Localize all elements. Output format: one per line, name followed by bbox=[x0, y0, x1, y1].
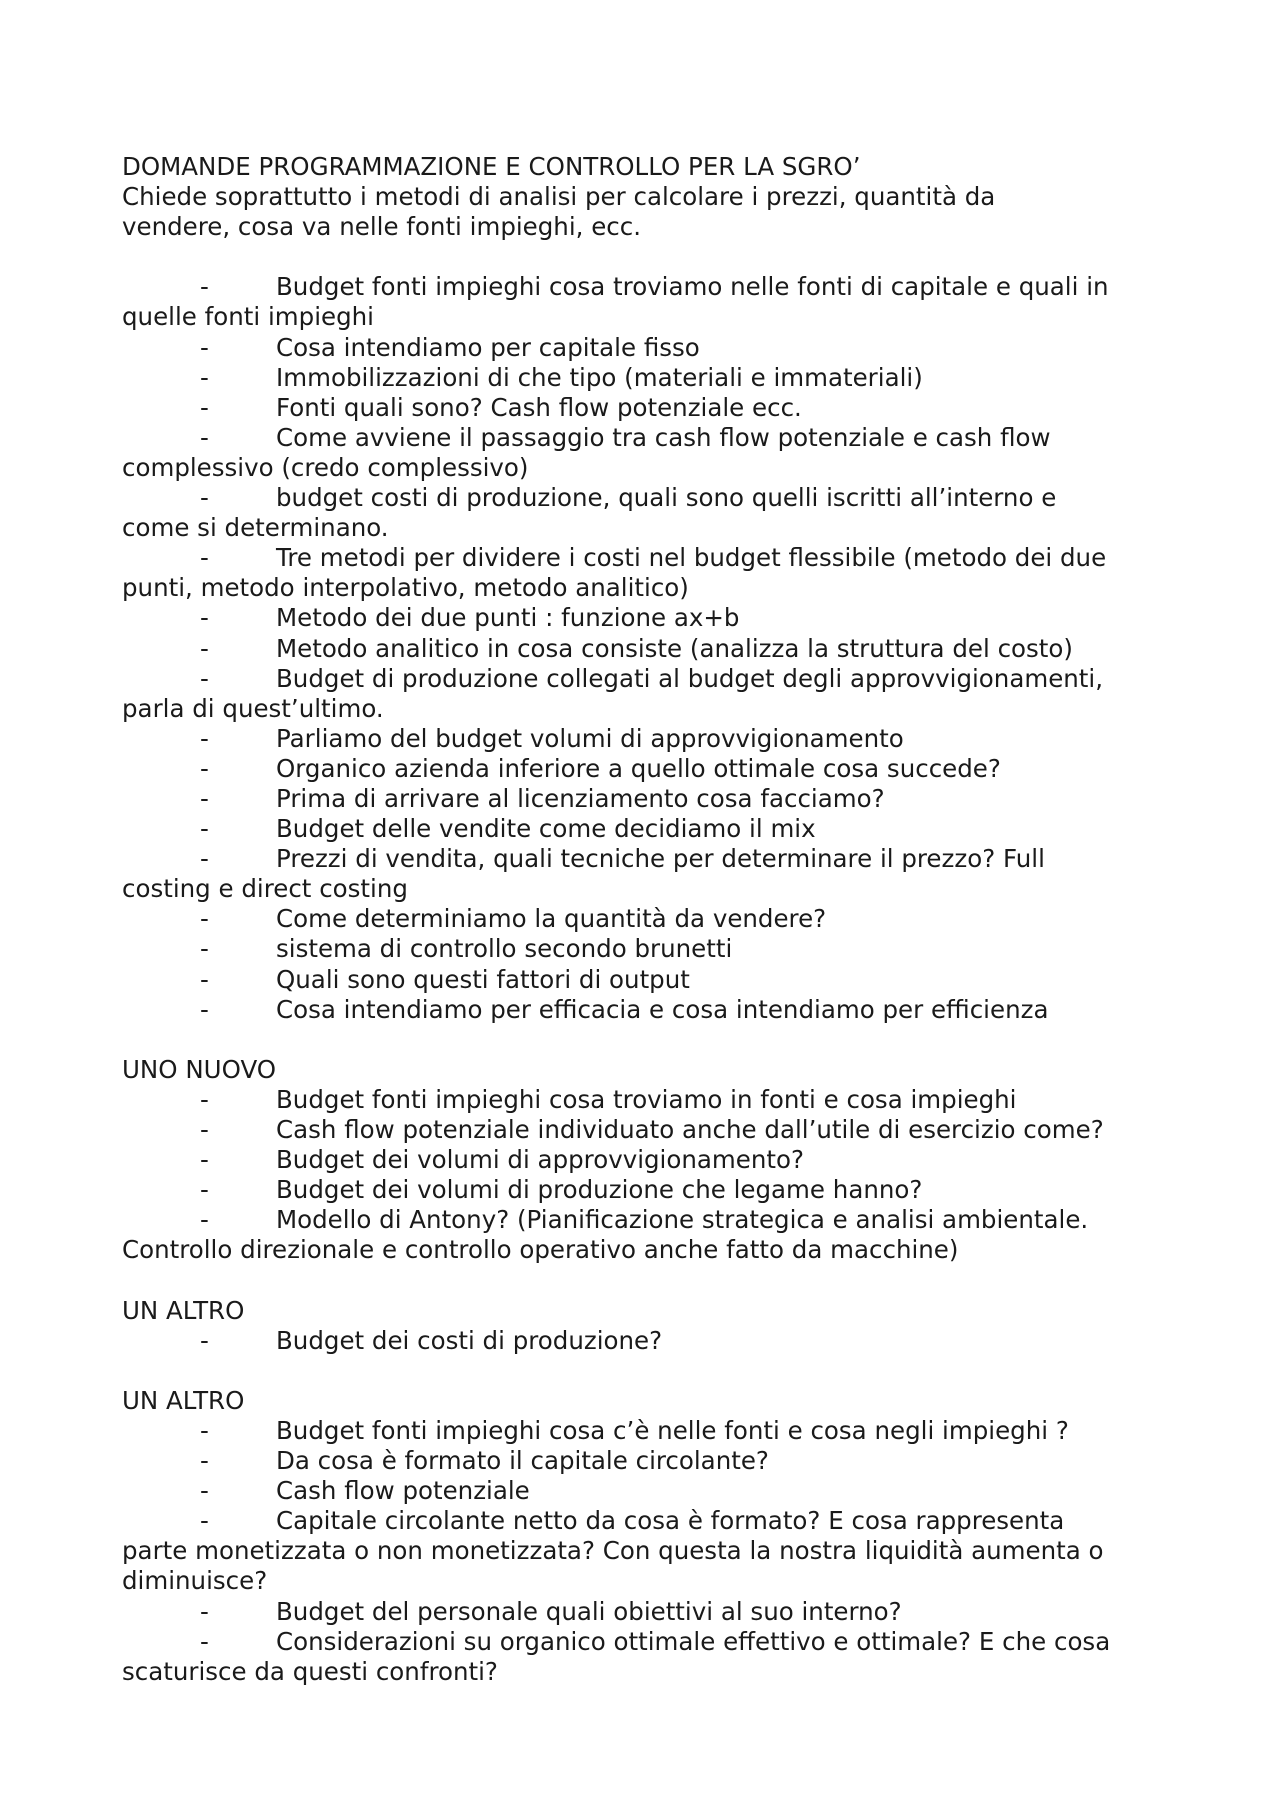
document-title: DOMANDE PROGRAMMAZIONE E CONTROLLO PER LA SGRO’ bbox=[122, 152, 861, 181]
blank-line bbox=[122, 1265, 1182, 1295]
list-item-text: Budget fonti impieghi cosa troviamo in fonti e cosa impieghi bbox=[276, 1084, 1017, 1114]
list-item-text: Capitale circolante netto da cosa è formato? E cosa rappresenta bbox=[276, 1506, 1065, 1536]
question-list bbox=[122, 1416, 1182, 1687]
bullet-dash: - bbox=[200, 1325, 209, 1355]
list-item-text: Budget dei volumi di produzione che legame hanno? bbox=[276, 1175, 923, 1205]
list-item-text: Immobilizzazioni di che tipo (materiali e immateriali) bbox=[276, 362, 923, 392]
bullet-dash: - bbox=[200, 1476, 209, 1506]
bullet-dash: - bbox=[200, 723, 209, 753]
section-heading: UNO NUOVO bbox=[122, 1054, 277, 1084]
bullet-dash: - bbox=[200, 1446, 209, 1476]
list-item-text: Budget fonti impieghi cosa c’è nelle fonti e cosa negli impieghi ? bbox=[276, 1415, 1069, 1445]
question-list bbox=[122, 1085, 1182, 1266]
bullet-dash: - bbox=[200, 603, 209, 633]
list-item-continuation: come si determinano. bbox=[122, 513, 389, 543]
list-item-continuation: scaturisce da questi confronti? bbox=[122, 1656, 498, 1686]
bullet-dash: - bbox=[200, 362, 209, 392]
bullet-dash: - bbox=[200, 934, 209, 964]
list-item-text: Organico azienda inferiore a quello ottimale cosa succede? bbox=[276, 753, 1001, 783]
document-page bbox=[122, 152, 1182, 1687]
bullet-dash: - bbox=[200, 1084, 209, 1114]
list-item-text: Metodo analitico in cosa consiste (analizza la struttura del costo) bbox=[276, 633, 1073, 663]
list-item-text: Budget del personale quali obiettivi al suo interno? bbox=[276, 1596, 902, 1626]
list-item bbox=[122, 965, 1182, 995]
blank-line bbox=[122, 242, 1182, 272]
list-item-text: sistema di controllo secondo brunetti bbox=[276, 934, 733, 964]
list-item bbox=[122, 543, 1182, 603]
list-item-text: Quali sono questi fattori di output bbox=[276, 964, 690, 994]
list-item-text: Budget fonti impieghi cosa troviamo nelle fonti di capitale e quali in bbox=[276, 272, 1109, 302]
blank-line bbox=[122, 1025, 1182, 1055]
intro-line: Chiede soprattutto i metodi di analisi per calcolare i prezzi, quantità da bbox=[122, 182, 996, 212]
list-item bbox=[122, 724, 1182, 754]
list-item bbox=[122, 754, 1182, 784]
list-item bbox=[122, 1085, 1182, 1115]
list-item-continuation: punti, metodo interpolativo, metodo analitico) bbox=[122, 573, 689, 603]
list-item bbox=[122, 1326, 1182, 1356]
list-item-continuation: costing e direct costing bbox=[122, 874, 408, 904]
bullet-dash: - bbox=[200, 1145, 209, 1175]
list-item-text: Prezzi di vendita, quali tecniche per determinare il prezzo? Full bbox=[276, 844, 1045, 874]
list-item-text: Modello di Antony? (Pianificazione strategica e analisi ambientale. bbox=[276, 1205, 1089, 1235]
list-item bbox=[122, 1476, 1182, 1506]
question-list bbox=[122, 272, 1182, 1024]
list-item-text: Da cosa è formato il capitale circolante? bbox=[276, 1446, 769, 1476]
bullet-dash: - bbox=[200, 844, 209, 874]
bullet-dash: - bbox=[200, 633, 209, 663]
list-item bbox=[122, 423, 1182, 483]
bullet-dash: - bbox=[200, 272, 209, 302]
list-item-text: Come avviene il passaggio tra cash flow potenziale e cash flow bbox=[276, 422, 1051, 452]
intro-line: vendere, cosa va nelle fonti impieghi, ecc. bbox=[122, 212, 642, 242]
bullet-dash: - bbox=[200, 1175, 209, 1205]
list-item bbox=[122, 393, 1182, 423]
list-item bbox=[122, 995, 1182, 1025]
bullet-dash: - bbox=[200, 543, 209, 573]
bullet-dash: - bbox=[200, 1506, 209, 1536]
list-item bbox=[122, 814, 1182, 844]
list-item-text: Cosa intendiamo per capitale fisso bbox=[276, 332, 700, 362]
question-list bbox=[122, 1326, 1182, 1356]
list-item bbox=[122, 634, 1182, 664]
bullet-dash: - bbox=[200, 1205, 209, 1235]
bullet-dash: - bbox=[200, 483, 209, 513]
list-item bbox=[122, 1175, 1182, 1205]
question-sections bbox=[122, 272, 1182, 1686]
list-item-text: Fonti quali sono? Cash flow potenziale ecc. bbox=[276, 392, 802, 422]
list-item-text: Come determiniamo la quantità da vendere? bbox=[276, 904, 827, 934]
list-item bbox=[122, 1416, 1182, 1446]
bullet-dash: - bbox=[200, 1596, 209, 1626]
bullet-dash: - bbox=[200, 422, 209, 452]
list-item-text: Budget dei costi di produzione? bbox=[276, 1325, 663, 1355]
list-item bbox=[122, 1627, 1182, 1687]
bullet-dash: - bbox=[200, 1626, 209, 1656]
blank-line bbox=[122, 1356, 1182, 1386]
list-item-text: Budget dei volumi di approvvigionamento? bbox=[276, 1145, 804, 1175]
list-item bbox=[122, 844, 1182, 904]
list-item bbox=[122, 1597, 1182, 1627]
list-item-continuation: parla di quest’ultimo. bbox=[122, 693, 384, 723]
bullet-dash: - bbox=[200, 783, 209, 813]
list-item bbox=[122, 784, 1182, 814]
list-item bbox=[122, 1506, 1182, 1596]
list-item bbox=[122, 333, 1182, 363]
list-item-continuation: parte monetizzata o non monetizzata? Con questa la nostra liquidità aumenta o bbox=[122, 1536, 1104, 1566]
list-item bbox=[122, 483, 1182, 543]
bullet-dash: - bbox=[200, 1115, 209, 1144]
bullet-dash: - bbox=[200, 964, 209, 994]
section-heading: UN ALTRO bbox=[122, 1385, 245, 1415]
list-item bbox=[122, 1115, 1182, 1145]
list-item-text: Budget di produzione collegati al budget degli approvvigionamenti, bbox=[276, 663, 1104, 693]
list-item-text: Cash flow potenziale bbox=[276, 1476, 530, 1506]
list-item-text: Prima di arrivare al licenziamento cosa facciamo? bbox=[276, 783, 885, 813]
list-item-continuation: quelle fonti impieghi bbox=[122, 302, 374, 332]
list-item bbox=[122, 1145, 1182, 1175]
bullet-dash: - bbox=[200, 663, 209, 693]
list-item-continuation: complessivo (credo complessivo) bbox=[122, 452, 529, 482]
list-item bbox=[122, 1205, 1182, 1265]
bullet-dash: - bbox=[200, 392, 209, 422]
list-item bbox=[122, 1446, 1182, 1476]
list-item-continuation: diminuisce? bbox=[122, 1566, 268, 1596]
list-item-text: Metodo dei due punti : funzione ax+b bbox=[276, 603, 740, 633]
list-item bbox=[122, 904, 1182, 934]
section-heading: UN ALTRO bbox=[122, 1295, 245, 1325]
list-item-text: Budget delle vendite come decidiamo il mix bbox=[276, 814, 816, 844]
bullet-dash: - bbox=[200, 904, 209, 934]
list-item-continuation: Controllo direzionale e controllo operativo anche fatto da macchine) bbox=[122, 1235, 959, 1265]
list-item-text: Considerazioni su organico ottimale effettivo e ottimale? E che cosa bbox=[276, 1626, 1111, 1656]
bullet-dash: - bbox=[200, 994, 209, 1024]
list-item-text: Parliamo del budget volumi di approvvigionamento bbox=[276, 723, 904, 753]
bullet-dash: - bbox=[200, 753, 209, 783]
bullet-dash: - bbox=[200, 332, 209, 362]
bullet-dash: - bbox=[200, 814, 209, 844]
list-item bbox=[122, 363, 1182, 393]
list-item bbox=[122, 603, 1182, 633]
list-item bbox=[122, 664, 1182, 724]
list-item bbox=[122, 934, 1182, 964]
list-item-text: Cosa intendiamo per efficacia e cosa intendiamo per efficienza bbox=[276, 994, 1049, 1024]
bullet-dash: - bbox=[200, 1415, 209, 1445]
list-item-text: Cash flow potenziale individuato anche dall’utile di esercizio come? bbox=[276, 1115, 1104, 1144]
list-item-text: Tre metodi per dividere i costi nel budget flessibile (metodo dei due bbox=[276, 543, 1107, 573]
list-item bbox=[122, 272, 1182, 332]
list-item-text: budget costi di produzione, quali sono quelli iscritti all’interno e bbox=[276, 483, 1057, 513]
